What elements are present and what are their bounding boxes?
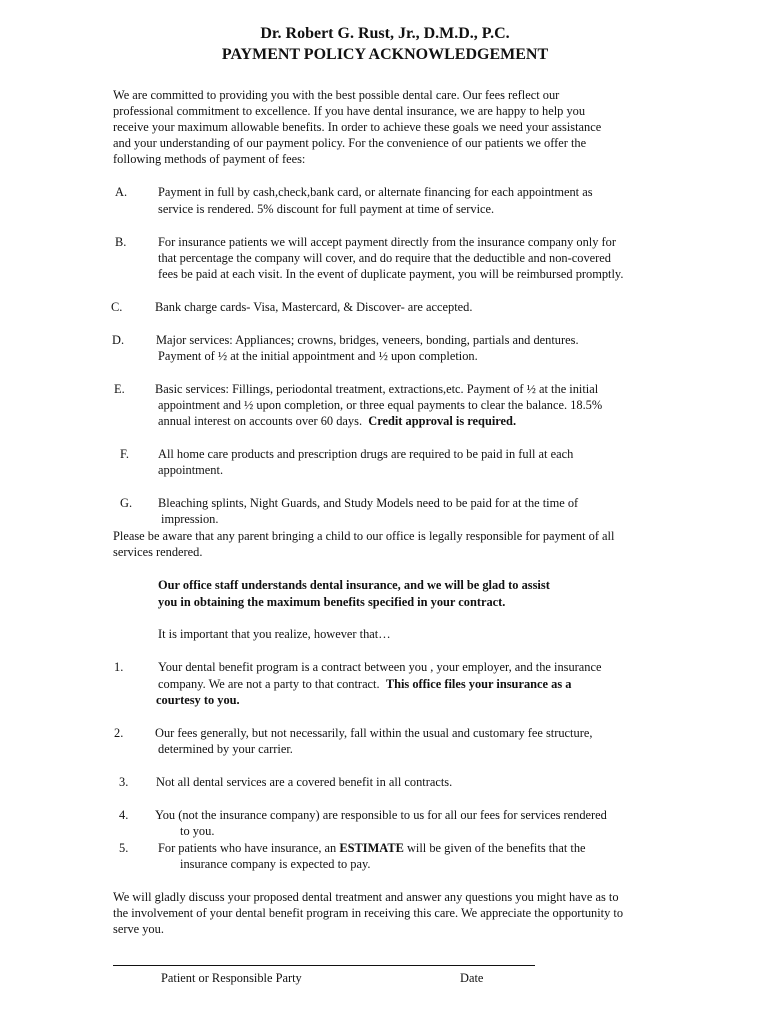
estimate-keyword: ESTIMATE — [339, 841, 404, 855]
intro-line: We are committed to providing you with the best possible dental care. Our fees reflect our — [113, 88, 560, 102]
document-title: PAYMENT POLICY ACKNOWLEDGEMENT — [221, 46, 549, 63]
method-b-line: that percentage the company will cover, and do require that the deductible and non-covered — [158, 251, 611, 265]
point-1-line: Your dental benefit program is a contract between you , your employer, and the insurance — [158, 660, 602, 674]
intro-line: following methods of payment of fees: — [113, 152, 306, 166]
method-e-line: appointment and ½ upon completion, or three equal payments to clear the balance. 18.5% — [158, 398, 603, 412]
closing-line: the involvement of your dental benefit program in receiving this care. We appreciate the opportunity to — [113, 906, 624, 920]
method-b-line: For insurance patients we will accept payment directly from the insurance company only for — [158, 235, 616, 249]
intro-line: professional commitment to excellence. If you have dental insurance, we are happy to help you — [113, 104, 586, 118]
courtesy-note-end: courtesy to you. — [156, 693, 240, 707]
credit-approval-note: Credit approval is required. — [368, 414, 517, 428]
parent-notice-line: Please be aware that any parent bringing a child to our office is legally responsible for payment of all — [113, 529, 615, 543]
method-marker-d: D. — [112, 333, 125, 347]
method-f-line: All home care products and prescription drugs are required to be paid in full at each — [158, 447, 574, 461]
point-4-line: You (not the insurance company) are responsible to us for all our fees for services rendered — [155, 808, 607, 822]
point-marker-3: 3. — [119, 775, 129, 789]
date-label: Date — [460, 971, 484, 985]
realize-line: It is important that you realize, however that… — [158, 627, 391, 641]
method-f-line: appointment. — [158, 463, 224, 477]
method-a-line: Payment in full by cash,check,bank card, or alternate financing for each appointment as — [158, 185, 593, 199]
method-g-line: Bleaching splints, Night Guards, and Study Models need to be paid for at the time of — [158, 496, 579, 510]
point-marker-4: 4. — [119, 808, 129, 822]
patient-signature-label: Patient or Responsible Party — [161, 971, 302, 985]
method-e-last-line — [158, 413, 516, 429]
method-marker-a: A. — [115, 185, 128, 199]
point-5-line-end: will be given of the benefits that the — [406, 841, 586, 855]
intro-line: receive your maximum allowable benefits. In order to achieve these goals we need your assistance — [113, 120, 602, 134]
method-marker-e: E. — [114, 382, 125, 396]
method-g-line: impression. — [161, 512, 219, 526]
method-e-line: Basic services: Fillings, periodontal treatment, extractions,etc. Payment of ½ at the initial — [155, 382, 599, 396]
point-3-line: Not all dental services are a covered benefit in all contracts. — [156, 775, 453, 789]
point-5-line-start: For patients who have insurance, an — [158, 841, 337, 855]
method-e-line: annual interest on accounts over 60 days. — [158, 414, 363, 428]
staff-notice-line: you in obtaining the maximum benefits specified in your contract. — [158, 595, 506, 609]
point-5-line: insurance company is expected to pay. — [180, 857, 371, 871]
point-2-line: Our fees generally, but not necessarily, fall within the usual and customary fee structure, — [155, 726, 593, 740]
doctor-name-title: Dr. Robert G. Rust, Jr., D.M.D., P.C. — [260, 25, 510, 42]
closing-line: serve you. — [113, 922, 164, 936]
point-marker-5: 5. — [119, 841, 129, 855]
method-a-line: service is rendered. 5% discount for full payment at time of service. — [158, 202, 495, 216]
point-5-line — [158, 840, 586, 856]
point-1-line-2 — [158, 676, 571, 692]
method-c-line: Bank charge cards- Visa, Mastercard, & Discover- are accepted. — [155, 300, 473, 314]
point-1-line: company. We are not a party to that contract. — [158, 677, 380, 691]
method-b-line: fees be paid at each visit. In the event of duplicate payment, you will be reimbursed promptly. — [158, 267, 624, 281]
method-d-line: Major services: Appliances; crowns, bridges, veneers, bonding, partials and dentures. — [156, 333, 579, 347]
staff-notice-line: Our office staff understands dental insurance, and we will be glad to assist — [158, 578, 550, 592]
method-marker-g: G. — [120, 496, 133, 510]
method-d-line: Payment of ½ at the initial appointment and ½ upon completion. — [158, 349, 478, 363]
point-marker-1: 1. — [114, 660, 124, 674]
courtesy-note: This office files your insurance as a — [385, 677, 572, 691]
method-marker-c: C. — [111, 300, 123, 314]
method-marker-b: B. — [115, 235, 127, 249]
point-marker-2: 2. — [114, 726, 124, 740]
method-marker-f: F. — [120, 447, 129, 461]
point-4-line: to you. — [180, 824, 215, 838]
point-2-line: determined by your carrier. — [158, 742, 293, 756]
signature-line — [113, 965, 535, 966]
parent-notice-line: services rendered. — [113, 545, 203, 559]
intro-line: and your understanding of our payment policy. For the convenience of our patients we offer the — [113, 136, 587, 150]
closing-line: We will gladly discuss your proposed dental treatment and answer any questions you might have as to — [113, 890, 619, 904]
